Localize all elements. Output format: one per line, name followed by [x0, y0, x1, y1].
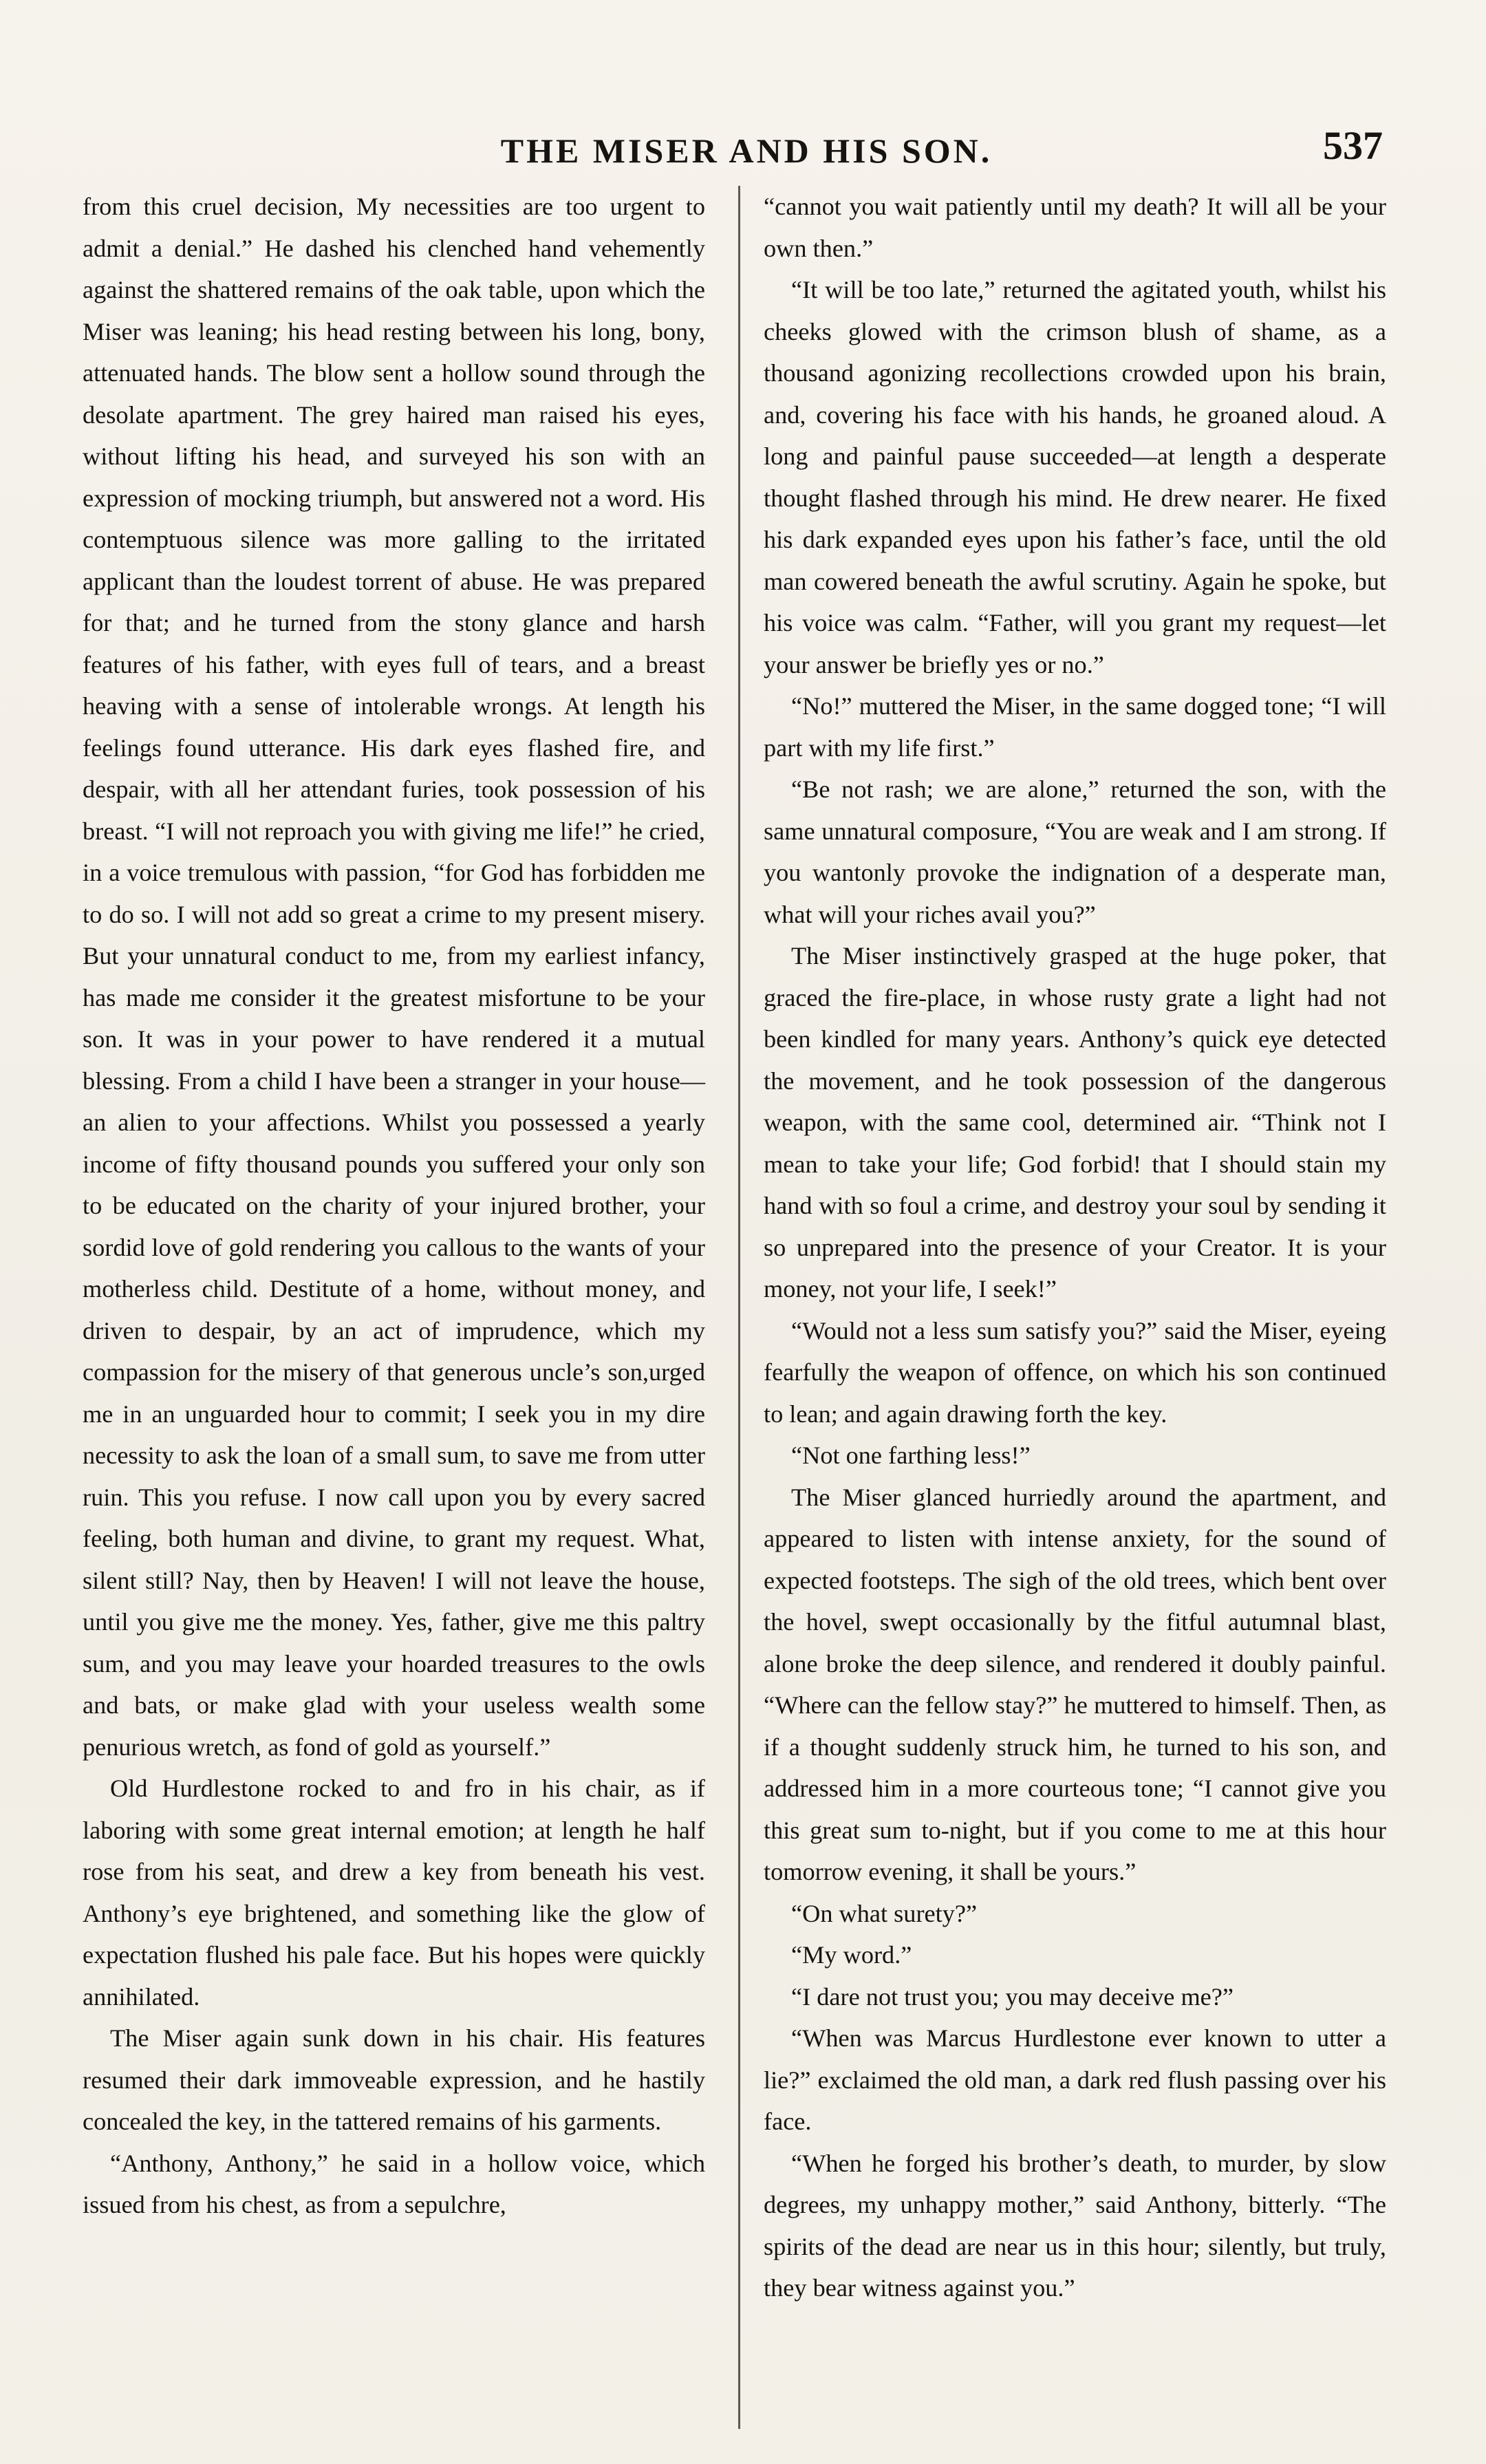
paragraph: The Miser glanced hurriedly around the apartment, and appeared to listen with intense anxiety, for the sound of expected footsteps. The sigh of the old trees, which bent over the hovel, swept occasionally by the fitful autumnal blast, alone broke the deep silence, and rendered it doubly painful. “Where can the fellow stay?” he muttered to himself. Then, as if a thought suddenly struck him, he turned to his son, and addressed him in a more courteous tone; “I cannot give you this great sum to-night, but if you come to me at this hour tomorrow evening, it shall be yours.”: [764, 1483, 1386, 1885]
text-columns: [76, 186, 1397, 2436]
paragraph: “Anthony, Anthony,” he said in a hollow voice, which issued from his chest, as from a sepulchre,: [83, 2149, 705, 2218]
running-head: THE MISER AND HIS SON.: [500, 131, 993, 170]
paragraph: “I dare not trust you; you may deceive me?”: [791, 1982, 1234, 2011]
paragraph: The Miser instinctively grasped at the huge poker, that graced the fire-place, in whose rusty grate a light had not been kindled for many years. Anthony’s quick eye detected the movement, and he took possession of the dangerous weapon, with the same cool, determined air. “Think not I mean to take your life; God forbid! that I should stain my hand with so foul a crime, and destroy your soul by sending it so unprepared into the presence of your Creator. It is your money, not your life, I seek!”: [764, 942, 1386, 1303]
paragraph: “It will be too late,” returned the agitated youth, whilst his cheeks glowed with the crimson blush of shame, as a thousand agonizing recollections crowded upon his brain, and, covering his face with his hands, he groaned aloud. A long and painful pause succeeded—at length a desperate thought flashed through his mind. He drew nearer. He fixed his dark expanded eyes upon his father’s face, until the old man cowered beneath the awful scrutiny. Again he spoke, but his voice was calm. “Father, will you grant my request—let your answer be briefly yes or no.”: [764, 276, 1386, 678]
paragraph: “When was Marcus Hurdlestone ever known to utter a lie?” exclaimed the old man, a dark red flush passing over his face.: [764, 2024, 1386, 2135]
paragraph: Old Hurdlestone rocked to and fro in his chair, as if laboring with some great internal emotion; at length he half rose from his seat, and drew a key from beneath his vest. Anthony’s eye brightened, and something like the glow of expectation flushed his pale face. But his hopes were quickly annihilated.: [83, 1775, 705, 2011]
paragraph: “When he forged his brother’s death, to murder, by slow degrees, my unhappy mother,” said Anthony, bitterly. “The spirits of the dead are near us in this hour; silently, but truly, they bear witness against you.”: [764, 2149, 1386, 2302]
paragraph: “Would not a less sum satisfy you?” said the Miser, eyeing fearfully the weapon of offence, on which his son continued to lean; and again drawing forth the key.: [764, 1316, 1386, 1428]
paragraph: from this cruel decision, My necessities are too urgent to admit a denial.” He dashed his clenched hand vehemently against the shattered remains of the oak table, upon which the Miser was leaning; his head resting between his long, bony, attenuated hands. The blow sent a hollow sound through the desolate apartment. The grey haired man raised his eyes, without lifting his head, and surveyed his son with an expression of mocking triumph, but answered not a word. His contemptuous silence was more galling to the irritated applicant than the loudest torrent of abuse. He was prepared for that; and he turned from the stony glance and harsh features of his father, with eyes full of tears, and a breast heaving with a sense of intolerable wrongs. At length his feelings found utterance. His dark eyes flashed fire, and despair, with all her attendant furies, took possession of his breast. “I will not reproach you with giving me life!” he cried, in a voice tremulous with passion, “for God has forbidden me to do so. I will not add so great a crime to my present misery. But your unnatural conduct to me, from my earliest infancy, has made me consider it the greatest misfortune to be your son. It was in your power to have rendered it a mutual blessing. From a child I have been a stranger in your house—an alien to your affections. Whilst you possessed a yearly income of fifty thousand pounds you suffered your only son to be educated on the charity of your injured brother, your sordid love of gold rendering you callous to the wants of your motherless child. Destitute of a home, without money, and driven to despair, by an act of imprudence, which my compassion for the misery of that generous uncle’s son,urged me in an unguarded hour to commit; I seek you in my dire necessity to ask the loan of a small sum, to save me from utter ruin. This you refuse. I now call upon you by every sacred feeling, both human and divine, to grant my request. What, silent still? Nay, then by Heaven! I will not leave the house, until you give me the money. Yes, father, give me this paltry sum, and you may leave your hoarded treasures to the owls and bats, or make glad with your useless wealth some penurious wretch, as fond of gold as yourself.”: [83, 193, 705, 1761]
paragraph: “My word.”: [791, 1941, 912, 1969]
paragraph: “Be not rash; we are alone,” returned the son, with the same unnatural composure, “You are weak and I am strong. If you wantonly provoke the indignation of a desperate man, what will your riches avail you?”: [764, 775, 1386, 928]
paragraph: “No!” muttered the Miser, in the same dogged tone; “I will part with my life first.”: [764, 692, 1386, 762]
paragraph: “cannot you wait patiently until my death? It will all be your own then.”: [764, 193, 1386, 262]
paragraph: The Miser again sunk down in his chair. His features resumed their dark immoveable expression, and he hastily concealed the key, in the tattered remains of his garments.: [83, 2024, 705, 2135]
left-column: [83, 186, 705, 2226]
right-column: [764, 186, 1386, 2309]
paragraph: “Not one farthing less!”: [791, 1442, 1031, 1469]
page-header: [110, 122, 1383, 178]
paragraph: “On what surety?”: [791, 1899, 978, 1927]
page-number: 537: [1323, 123, 1383, 168]
